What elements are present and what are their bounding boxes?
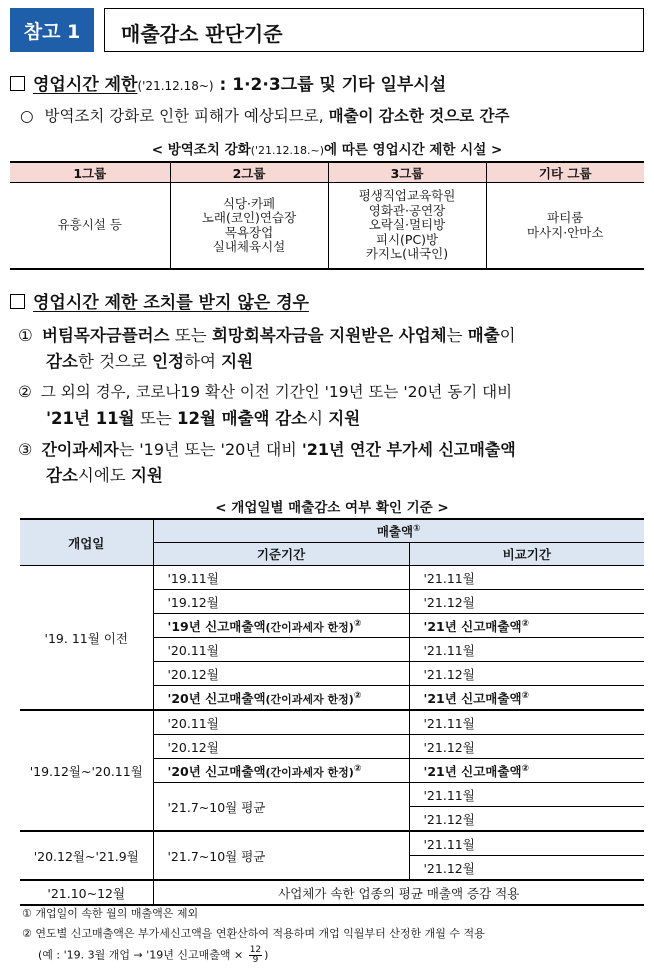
item1-text: 는 (446, 326, 468, 345)
open-date-cell: '21.10~12월 (20, 880, 153, 905)
base-cell: '19.12월 (153, 590, 409, 614)
section2-heading (10, 288, 309, 313)
compare-text: '21년 신고매출액 (423, 763, 522, 779)
base-note: (간이과세자 한정) (265, 765, 354, 779)
section2-title: 영업시간 제한 조치를 받지 않은 경우 (33, 293, 309, 313)
item2-text: 지원 (328, 409, 361, 428)
footnote-mark: ② (521, 618, 530, 629)
item1-text: 이 (499, 326, 516, 345)
group2-header: 2그룹 (170, 162, 328, 183)
open-date-header: 개업일 (20, 519, 153, 566)
section1-title-date: ('21.12.18~) (137, 79, 214, 93)
compare-period-header: 비교기간 (409, 543, 644, 566)
item1-text: 희망회복자금을 지원받은 사업체 (211, 326, 447, 345)
section1-title-rest: : 1·2·3그룹 및 기타 일부시설 (213, 75, 447, 95)
checkbox-square-icon (10, 294, 25, 309)
fraction (249, 946, 262, 965)
footnote-mark: ② (521, 690, 530, 701)
group-other-cell (486, 183, 644, 270)
item2-line2 (46, 405, 360, 429)
item1-text: 매출 (467, 326, 500, 345)
group1-cell (10, 183, 170, 270)
footnote-2: ② 연도별 신고매출액은 부가세신고액을 연환산하여 적용하며 개업 익월부터 산정한 개월 수 적용 (22, 927, 485, 940)
bullet-text: 방역조치 강화로 인한 피해가 예상되므로, (44, 107, 324, 125)
facility-item: 유흥시설 등 (57, 217, 122, 233)
item1-text: 버팀목자금플러스 (42, 326, 170, 345)
sales-decrease-criteria-table (20, 518, 644, 906)
bullet-emphasis: 매출이 감소한 것으로 간주 (328, 107, 510, 125)
base-cell: '20.11월 (153, 638, 409, 662)
group3-header: 3그룹 (328, 162, 486, 183)
section1-bullet (20, 104, 510, 126)
facility-item: 노래(코인)연습장 (201, 210, 297, 225)
compare-cell: '21.11월 (409, 831, 644, 856)
footnote-3-close: ) (264, 948, 269, 962)
base-text: '20년 신고매출액 (167, 690, 266, 706)
footnote-mark: ② (521, 763, 530, 774)
item2-text: 또는 (134, 409, 177, 428)
merged-cell: 사업체가 속한 업종의 평균 매출액 증감 적용 (153, 880, 644, 905)
item1-text: 한 것으로 (77, 352, 153, 371)
item3-text: 감소 (46, 466, 78, 485)
compare-cell: '21.12월 (409, 590, 644, 614)
compare-cell: '21.11월 (409, 638, 644, 662)
footnote-mark: ② (353, 690, 362, 701)
page-title: 매출감소 판단기준 (121, 22, 283, 46)
footnote-mark: ② (353, 763, 362, 774)
compare-cell: '21.12월 (409, 662, 644, 686)
base-cell: '21.7~10월 평균 (153, 783, 409, 832)
item1-text: 또는 (169, 326, 212, 345)
facility-item: 영화관·공연장 (368, 202, 446, 218)
compare-cell: '21.11월 (409, 783, 644, 807)
footnote-mark: ① (413, 523, 421, 534)
group-other-header: 기타 그룹 (486, 162, 644, 183)
item1-text: 지원 (221, 352, 254, 371)
circled-one-icon: ① (18, 326, 33, 345)
group3-cell (328, 183, 486, 270)
item2-line1 (18, 380, 512, 402)
compare-cell: '21.11월 (409, 710, 644, 735)
item2-text: 시 (307, 409, 329, 428)
table1-caption (10, 138, 644, 158)
fraction-denominator: 9 (252, 955, 259, 965)
facility-item: 식당·카페 (222, 195, 276, 211)
base-cell (153, 614, 409, 638)
base-cell: '20.11월 (153, 710, 409, 735)
base-cell: '20.12월 (153, 662, 409, 686)
facility-item: 파티룸 (547, 210, 584, 225)
section1-title: 영업시간 제한 (33, 75, 138, 95)
open-date-cell: '20.12월~'21.9월 (20, 831, 153, 880)
item2-text: '21년 11월 (46, 409, 135, 428)
item2-text: 12월 매출액 감소 (176, 409, 308, 428)
footnote-1: ① 개업일이 속한 월의 매출액은 제외 (22, 907, 199, 920)
table2-caption: < 개업일별 매출감소 여부 확인 기준 > (215, 500, 449, 516)
open-date-cell: '19. 11월 이전 (20, 566, 153, 711)
group1-header: 1그룹 (10, 162, 170, 183)
restricted-facilities-table (10, 161, 644, 270)
compare-cell: '21.12월 (409, 856, 644, 881)
item1-text: 인정 (152, 352, 185, 371)
sales-header-label: 매출액 (376, 524, 414, 539)
sales-header (153, 519, 644, 543)
facility-item: 실내체육시설 (212, 239, 286, 254)
item3-text: 시에도 (77, 466, 131, 485)
open-date-cell: '19.12월~'20.11월 (20, 710, 153, 831)
facility-item: 피시(PC)방 (375, 231, 439, 247)
compare-cell (409, 686, 644, 711)
footnote-3 (38, 946, 268, 965)
item2-text: 그 외의 경우, 코로나19 확산 이전 기간인 '19년 또는 '20년 동기 대비 (40, 383, 513, 401)
item3-text: 는 '19년 또는 '20년 대비 (118, 440, 302, 459)
circle-bullet-icon: ○ (20, 107, 34, 125)
compare-cell (409, 614, 644, 638)
facility-item: 마사지·안마소 (527, 224, 604, 240)
fraction-numerator: 12 (249, 945, 262, 955)
table1-caption-pre: < 방역조치 강화 (151, 142, 251, 158)
item1-text: 하여 (184, 352, 222, 371)
base-cell (153, 686, 409, 711)
base-period-header: 기준기간 (153, 543, 409, 566)
footnote-3-text: (예 : '19. 3월 개업 → '19년 신고매출액 × (38, 948, 244, 962)
base-note: (간이과세자 한정) (265, 620, 354, 634)
group2-cell (170, 183, 328, 270)
title-box (104, 8, 644, 52)
item1-line2 (46, 348, 253, 372)
reference-badge: 참고 1 (10, 8, 94, 52)
item3-text: 지원 (130, 466, 163, 485)
compare-text: '21년 신고매출액 (423, 690, 522, 706)
footnote-mark: ② (353, 618, 362, 629)
table1-caption-post: 에 따른 영업시간 제한 시설 > (324, 142, 503, 158)
item1-line1 (18, 322, 516, 346)
item3-text: '21년 연간 부가세 신고매출액 (301, 440, 516, 459)
facility-item: 목욕장업 (224, 224, 274, 240)
facility-item: 카지노(내국인) (365, 246, 449, 262)
item3-line2 (46, 462, 163, 486)
circled-two-icon: ② (18, 383, 32, 401)
base-cell: '20.12월 (153, 735, 409, 759)
compare-text: '21년 신고매출액 (423, 618, 522, 634)
section1-heading (10, 70, 446, 95)
checkbox-square-icon (10, 76, 25, 91)
item1-text: 감소 (46, 352, 78, 371)
compare-cell (409, 759, 644, 783)
compare-cell: '21.12월 (409, 807, 644, 832)
base-cell: '19.11월 (153, 566, 409, 590)
compare-cell: '21.11월 (409, 566, 644, 590)
circled-three-icon: ③ (18, 440, 33, 459)
compare-cell: '21.12월 (409, 735, 644, 759)
item3-text: 간이과세자 (41, 440, 119, 459)
base-text: '20년 신고매출액 (167, 763, 266, 779)
base-cell: '21.7~10월 평균 (153, 831, 409, 880)
item3-line1 (18, 437, 516, 460)
facility-item: 평생직업교육학원 (358, 188, 456, 204)
facility-item: 오락실·멀티방 (368, 217, 446, 233)
base-cell (153, 759, 409, 783)
base-text: '19년 신고매출액 (167, 618, 266, 634)
base-note: (간이과세자 한정) (265, 692, 354, 706)
table1-caption-date: ('21.12.18.~) (250, 144, 324, 157)
